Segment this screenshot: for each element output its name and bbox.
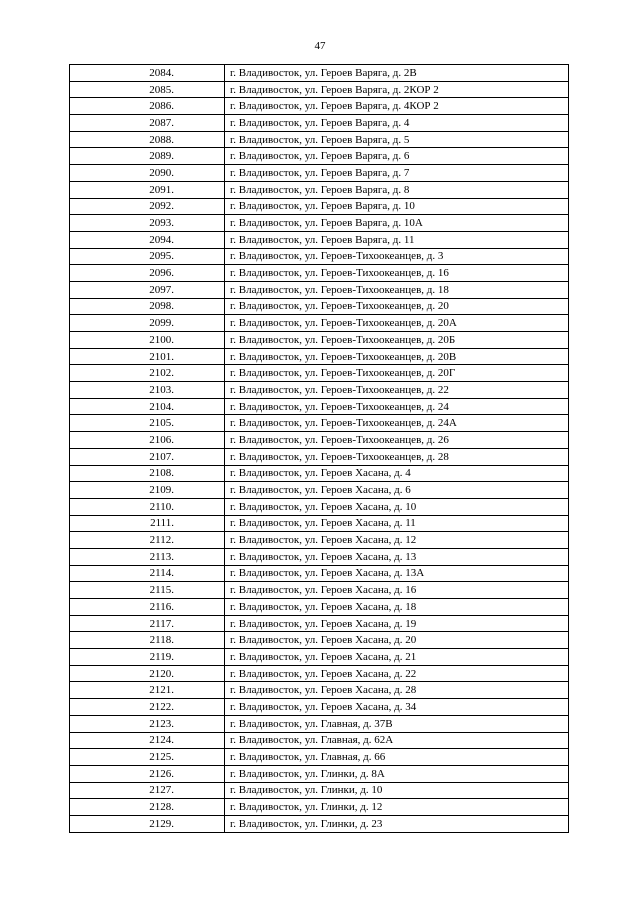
table-row xyxy=(70,148,569,165)
address-cell: г. Владивосток, ул. Героев Хасана, д. 11 xyxy=(225,515,569,532)
table-row xyxy=(70,715,569,732)
address-cell: г. Владивосток, ул. Героев Варяга, д. 10 xyxy=(225,198,569,215)
address-cell: г. Владивосток, ул. Героев-Тихоокеанцев, д. 20Г xyxy=(225,365,569,382)
table-row xyxy=(70,432,569,449)
address-cell: г. Владивосток, ул. Героев-Тихоокеанцев, д. 26 xyxy=(225,432,569,449)
address-cell: г. Владивосток, ул. Героев Варяга, д. 4 xyxy=(225,115,569,132)
row-number-cell: 2112. xyxy=(70,532,225,549)
address-cell: г. Владивосток, ул. Героев-Тихоокеанцев, д. 16 xyxy=(225,265,569,282)
address-cell: г. Владивосток, ул. Героев Хасана, д. 34 xyxy=(225,699,569,716)
table-row xyxy=(70,382,569,399)
table-row xyxy=(70,448,569,465)
table-row xyxy=(70,498,569,515)
row-number-cell: 2101. xyxy=(70,348,225,365)
table-row xyxy=(70,548,569,565)
page-number: 47 xyxy=(314,40,326,52)
row-number-cell: 2113. xyxy=(70,548,225,565)
table-row xyxy=(70,198,569,215)
row-number-cell: 2099. xyxy=(70,315,225,332)
row-number-cell: 2103. xyxy=(70,382,225,399)
table-row xyxy=(70,131,569,148)
address-cell: г. Владивосток, ул. Главная, д. 37В xyxy=(225,715,569,732)
address-cell: г. Владивосток, ул. Героев Хасана, д. 20 xyxy=(225,632,569,649)
table-row xyxy=(70,799,569,816)
address-cell: г. Владивосток, ул. Героев Варяга, д. 4КОР 2 xyxy=(225,98,569,115)
table-row xyxy=(70,665,569,682)
table-row xyxy=(70,699,569,716)
row-number-cell: 2111. xyxy=(70,515,225,532)
table-row xyxy=(70,765,569,782)
address-cell: г. Владивосток, ул. Героев Хасана, д. 21 xyxy=(225,649,569,666)
address-cell: г. Владивосток, ул. Героев Варяга, д. 11 xyxy=(225,231,569,248)
address-cell: г. Владивосток, ул. Героев Хасана, д. 28 xyxy=(225,682,569,699)
address-cell: г. Владивосток, ул. Героев Варяга, д. 2В xyxy=(225,65,569,82)
table-row xyxy=(70,315,569,332)
table-row xyxy=(70,65,569,82)
address-cell: г. Владивосток, ул. Героев Хасана, д. 19 xyxy=(225,615,569,632)
table-row xyxy=(70,365,569,382)
row-number-cell: 2090. xyxy=(70,165,225,182)
address-cell: г. Владивосток, ул. Героев Хасана, д. 13А xyxy=(225,565,569,582)
address-table-body xyxy=(70,65,569,833)
table-row xyxy=(70,115,569,132)
row-number-cell: 2114. xyxy=(70,565,225,582)
address-cell: г. Владивосток, ул. Главная, д. 62А xyxy=(225,732,569,749)
row-number-cell: 2094. xyxy=(70,231,225,248)
row-number-cell: 2107. xyxy=(70,448,225,465)
address-cell: г. Владивосток, ул. Героев Варяга, д. 5 xyxy=(225,131,569,148)
row-number-cell: 2106. xyxy=(70,432,225,449)
row-number-cell: 2124. xyxy=(70,732,225,749)
row-number-cell: 2091. xyxy=(70,181,225,198)
row-number-cell: 2086. xyxy=(70,98,225,115)
row-number-cell: 2109. xyxy=(70,482,225,499)
row-number-cell: 2108. xyxy=(70,465,225,482)
address-cell: г. Владивосток, ул. Героев-Тихоокеанцев, д. 20В xyxy=(225,348,569,365)
row-number-cell: 2126. xyxy=(70,765,225,782)
row-number-cell: 2118. xyxy=(70,632,225,649)
row-number-cell: 2110. xyxy=(70,498,225,515)
address-cell: г. Владивосток, ул. Героев-Тихоокеанцев, д. 24 xyxy=(225,398,569,415)
table-row xyxy=(70,615,569,632)
table-row xyxy=(70,265,569,282)
table-row xyxy=(70,482,569,499)
table-row xyxy=(70,599,569,616)
row-number-cell: 2115. xyxy=(70,582,225,599)
row-number-cell: 2084. xyxy=(70,65,225,82)
address-cell: г. Владивосток, ул. Героев Варяга, д. 7 xyxy=(225,165,569,182)
table-row xyxy=(70,649,569,666)
address-cell: г. Владивосток, ул. Героев Хасана, д. 13 xyxy=(225,548,569,565)
row-number-cell: 2127. xyxy=(70,782,225,799)
row-number-cell: 2102. xyxy=(70,365,225,382)
table-row xyxy=(70,515,569,532)
row-number-cell: 2125. xyxy=(70,749,225,766)
address-cell: г. Владивосток, ул. Глинки, д. 23 xyxy=(225,815,569,832)
table-row xyxy=(70,815,569,832)
row-number-cell: 2105. xyxy=(70,415,225,432)
row-number-cell: 2128. xyxy=(70,799,225,816)
row-number-cell: 2116. xyxy=(70,599,225,616)
table-row xyxy=(70,749,569,766)
address-table xyxy=(69,64,569,833)
table-row xyxy=(70,332,569,349)
table-row xyxy=(70,215,569,232)
table-row xyxy=(70,231,569,248)
table-row xyxy=(70,181,569,198)
address-cell: г. Владивосток, ул. Героев-Тихоокеанцев, д. 3 xyxy=(225,248,569,265)
address-cell: г. Владивосток, ул. Героев Варяга, д. 10А xyxy=(225,215,569,232)
row-number-cell: 2129. xyxy=(70,815,225,832)
address-cell: г. Владивосток, ул. Глинки, д. 10 xyxy=(225,782,569,799)
address-cell: г. Владивосток, ул. Героев Хасана, д. 12 xyxy=(225,532,569,549)
address-cell: г. Владивосток, ул. Героев-Тихоокеанцев, д. 20 xyxy=(225,298,569,315)
table-row xyxy=(70,565,569,582)
address-cell: г. Владивосток, ул. Героев Хасана, д. 10 xyxy=(225,498,569,515)
table-row xyxy=(70,398,569,415)
row-number-cell: 2117. xyxy=(70,615,225,632)
address-cell: г. Владивосток, ул. Героев Варяга, д. 2КОР 2 xyxy=(225,81,569,98)
address-cell: г. Владивосток, ул. Героев Хасана, д. 4 xyxy=(225,465,569,482)
table-row xyxy=(70,81,569,98)
table-row xyxy=(70,98,569,115)
address-cell: г. Владивосток, ул. Героев-Тихоокеанцев, д. 18 xyxy=(225,281,569,298)
address-cell: г. Владивосток, ул. Героев-Тихоокеанцев, д. 28 xyxy=(225,448,569,465)
address-cell: г. Владивосток, ул. Героев Хасана, д. 16 xyxy=(225,582,569,599)
address-cell: г. Владивосток, ул. Героев-Тихоокеанцев, д. 20А xyxy=(225,315,569,332)
address-cell: г. Владивосток, ул. Героев Хасана, д. 22 xyxy=(225,665,569,682)
table-row xyxy=(70,582,569,599)
row-number-cell: 2096. xyxy=(70,265,225,282)
row-number-cell: 2087. xyxy=(70,115,225,132)
row-number-cell: 2122. xyxy=(70,699,225,716)
row-number-cell: 2098. xyxy=(70,298,225,315)
address-cell: г. Владивосток, ул. Героев-Тихоокеанцев, д. 24А xyxy=(225,415,569,432)
row-number-cell: 2097. xyxy=(70,281,225,298)
table-row xyxy=(70,298,569,315)
row-number-cell: 2100. xyxy=(70,332,225,349)
row-number-cell: 2120. xyxy=(70,665,225,682)
table-row xyxy=(70,465,569,482)
table-row xyxy=(70,532,569,549)
row-number-cell: 2089. xyxy=(70,148,225,165)
row-number-cell: 2123. xyxy=(70,715,225,732)
table-row xyxy=(70,682,569,699)
table-row xyxy=(70,248,569,265)
row-number-cell: 2119. xyxy=(70,649,225,666)
address-cell: г. Владивосток, ул. Глинки, д. 8А xyxy=(225,765,569,782)
table-row xyxy=(70,632,569,649)
row-number-cell: 2095. xyxy=(70,248,225,265)
table-row xyxy=(70,165,569,182)
address-cell: г. Владивосток, ул. Героев-Тихоокеанцев, д. 22 xyxy=(225,382,569,399)
table-row xyxy=(70,281,569,298)
table-row xyxy=(70,348,569,365)
address-cell: г. Владивосток, ул. Главная, д. 66 xyxy=(225,749,569,766)
row-number-cell: 2104. xyxy=(70,398,225,415)
row-number-cell: 2088. xyxy=(70,131,225,148)
address-cell: г. Владивосток, ул. Героев Хасана, д. 18 xyxy=(225,599,569,616)
address-cell: г. Владивосток, ул. Глинки, д. 12 xyxy=(225,799,569,816)
row-number-cell: 2092. xyxy=(70,198,225,215)
address-cell: г. Владивосток, ул. Героев Варяга, д. 8 xyxy=(225,181,569,198)
table-row xyxy=(70,782,569,799)
row-number-cell: 2093. xyxy=(70,215,225,232)
table-row xyxy=(70,415,569,432)
address-cell: г. Владивосток, ул. Героев-Тихоокеанцев, д. 20Б xyxy=(225,332,569,349)
row-number-cell: 2121. xyxy=(70,682,225,699)
address-cell: г. Владивосток, ул. Героев Хасана, д. 6 xyxy=(225,482,569,499)
row-number-cell: 2085. xyxy=(70,81,225,98)
table-row xyxy=(70,732,569,749)
address-cell: г. Владивосток, ул. Героев Варяга, д. 6 xyxy=(225,148,569,165)
